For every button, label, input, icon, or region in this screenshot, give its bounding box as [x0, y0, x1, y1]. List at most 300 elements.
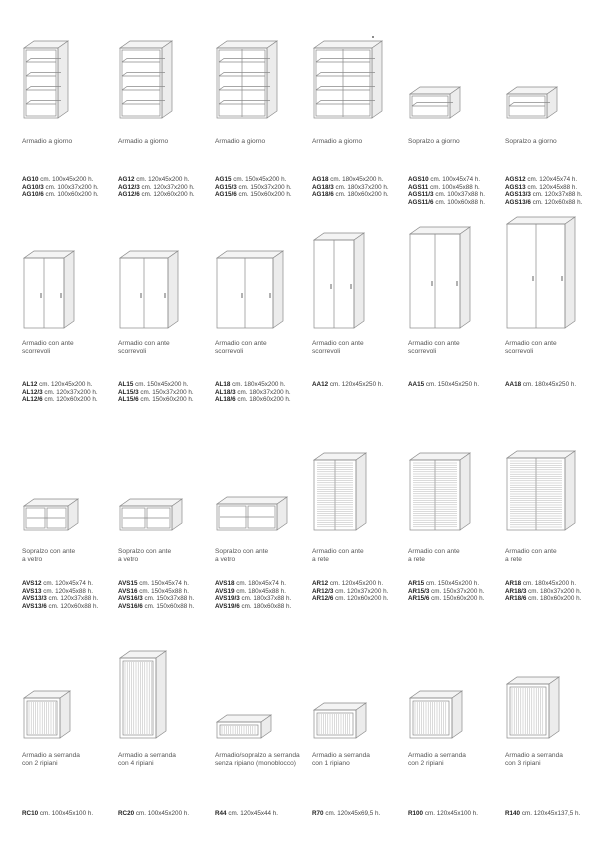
product-code-line: [118, 810, 228, 818]
product-caption: Armadio con ante a rete: [505, 548, 557, 563]
product-code: AL18/6: [215, 396, 236, 404]
product-illustration: [505, 675, 561, 740]
product-code-line: [22, 176, 135, 184]
cabinet-side: [58, 41, 68, 118]
product-code-line: [215, 580, 325, 588]
cabinet-drawing: [314, 233, 364, 328]
cabinet-drawing: [217, 715, 271, 738]
product-dimensions: cm. 120x45x44 h.: [228, 810, 279, 817]
product-code-list: [22, 810, 135, 818]
product-illustration: [408, 85, 462, 120]
cabinet-drawing: [507, 451, 575, 530]
cabinet-drawing: [24, 41, 68, 118]
cabinet-drawing: [314, 41, 382, 118]
product-code: AG10/3: [22, 183, 44, 191]
product-code: AR15/6: [408, 595, 430, 603]
product-dimensions: cm. 150x45x200 h.: [425, 580, 480, 587]
product-caption: Armadio a giorno: [118, 138, 169, 145]
product-dimensions: cm. 150x37x200 h.: [238, 183, 292, 191]
product-code: AR12: [312, 580, 329, 587]
product-caption: Sopralzo con ante a vetro: [22, 548, 76, 563]
product-code-list: [505, 176, 600, 206]
cabinet-drawing: [217, 497, 287, 530]
product-code-line: [118, 184, 228, 192]
product-code-list: [215, 810, 325, 818]
product-code-line: [118, 389, 228, 397]
product-code-line: [22, 595, 132, 603]
product-code: AG12/6: [118, 191, 140, 199]
product-code-list: [505, 381, 600, 389]
product-dimensions: cm. 150x45x74 h.: [139, 580, 189, 587]
product-code-line: [118, 381, 231, 389]
cabinet-drawing: [410, 453, 470, 530]
product-code: AVS12: [22, 580, 42, 587]
product-caption: Armadio a serranda con 4 ripiani: [118, 752, 176, 767]
product-illustration: [118, 649, 168, 740]
cabinet-top: [507, 451, 575, 458]
product-dimensions: cm. 100x45x100 h.: [39, 810, 94, 817]
product-code: AL12: [22, 381, 38, 388]
product-dimensions: cm. 150x37x200 h.: [140, 388, 194, 396]
product-illustration: [22, 249, 76, 330]
cabinet-top: [217, 251, 283, 258]
product-caption: Armadio con ante scorrevoli: [408, 340, 460, 355]
product-code: AVS15: [118, 580, 138, 587]
product-code-line: [118, 595, 228, 603]
product-code-list: [312, 381, 425, 389]
shelf: [316, 87, 375, 91]
product-caption: Armadio con ante a rete: [408, 548, 460, 563]
product-dimensions: cm. 150x60x200 h.: [140, 396, 194, 404]
product-code: AGS11/3: [408, 191, 434, 199]
cabinet-drawing: [507, 87, 557, 118]
product-code-line: [312, 176, 422, 184]
product-code: AGS11/6: [408, 198, 434, 206]
product-code-line: [505, 588, 600, 596]
product-code-line: [505, 580, 600, 588]
cabinet-side: [156, 651, 166, 738]
cabinet-side: [354, 233, 364, 328]
product-code-line: [118, 588, 228, 596]
product-dimensions: cm. 120x60x200 h.: [141, 191, 195, 199]
product-code-line: [505, 381, 600, 389]
product-code-line: [118, 603, 228, 611]
product-code-list: [215, 176, 325, 199]
product-caption: Sopralzo con ante a vetro: [118, 548, 172, 563]
cabinet-drawing: [24, 499, 78, 530]
product-dimensions: cm. 120x45x69,5 h.: [325, 810, 381, 817]
product-code: AL15/6: [118, 396, 139, 404]
product-code: AG12/3: [118, 183, 140, 191]
product-dimensions: cm. 120x45x200 h.: [39, 381, 93, 388]
product-code-line: [215, 184, 325, 192]
product-code: AG10/6: [22, 191, 44, 199]
product-code-line: [312, 595, 422, 603]
product-code: AL15: [118, 381, 134, 388]
product-dimensions: cm. 120x45x74 h.: [527, 176, 578, 183]
product-dimensions: cm. 120x45x88 h.: [527, 183, 578, 191]
product-dimensions: cm. 120x37x200 h.: [44, 388, 98, 396]
product-code-line: [408, 191, 518, 199]
shelf: [316, 101, 375, 105]
product-dimensions: cm. 120x45x200 h.: [136, 176, 190, 183]
product-illustration: [312, 231, 366, 330]
product-caption: Armadio con ante scorrevoli: [215, 340, 267, 355]
product-illustration: [312, 451, 368, 532]
product-code-line: [22, 191, 132, 199]
product-code: R140: [505, 810, 521, 817]
product-caption: Sopralzo a giorno: [505, 138, 557, 145]
product-code-line: [22, 396, 132, 404]
product-dimensions: cm. 100x45x200 h.: [135, 810, 190, 817]
product-code: AR18: [505, 580, 522, 587]
product-code: AG12: [118, 176, 135, 183]
shelf: [122, 87, 165, 91]
cabinet-drawing: [410, 227, 470, 328]
product-code-line: [505, 810, 600, 818]
cabinet-side: [452, 691, 462, 738]
product-dimensions: cm. 180x37x200 h.: [237, 388, 291, 396]
cabinet-drawing: [410, 87, 460, 118]
product-code-line: [312, 588, 422, 596]
product-code: AA18: [505, 381, 522, 388]
product-dimensions: cm. 120x60x200 h.: [335, 595, 389, 603]
product-code-list: [312, 810, 422, 818]
product-code-list: [22, 381, 132, 404]
product-code: RC10: [22, 810, 39, 817]
product-dimensions: cm. 150x60x200 h.: [238, 191, 292, 199]
product-code-line: [408, 176, 518, 184]
product-code: AG15/6: [215, 191, 237, 199]
product-illustration: [22, 497, 80, 532]
product-caption: Armadio con ante scorrevoli: [312, 340, 364, 355]
product-code: AVS13/6: [22, 602, 47, 610]
product-code: AVS16/6: [118, 602, 143, 610]
product-code: R100: [408, 810, 424, 817]
product-code: RC20: [118, 810, 135, 817]
product-dimensions: cm. 100x45x88 h.: [430, 183, 480, 191]
product-dimensions: cm. 180x60x200 h.: [528, 595, 582, 603]
product-code-line: [505, 191, 600, 199]
product-code-line: [22, 810, 135, 818]
product-dimensions: cm. 180x45x88 h.: [236, 587, 286, 595]
product-caption: Armadio a giorno: [312, 138, 363, 145]
product-code-line: [408, 199, 518, 207]
product-code: AG15: [215, 176, 232, 183]
cabinet-drawing: [410, 691, 462, 738]
product-illustration: [312, 701, 368, 740]
product-illustration: [118, 497, 184, 532]
product-code-line: [505, 184, 600, 192]
cabinet-side: [356, 453, 366, 530]
product-illustration: [22, 39, 70, 120]
product-dimensions: cm. 150x37x200 h.: [431, 587, 485, 595]
product-caption: Armadio a serranda con 2 ripiani: [408, 752, 466, 767]
cabinet-side: [60, 691, 70, 738]
product-code-line: [22, 580, 132, 588]
product-dimensions: cm. 150x45x88 h.: [139, 587, 189, 595]
product-dimensions: cm. 120x37x200 h.: [335, 587, 389, 595]
product-code: AL12/6: [22, 396, 43, 404]
product-code-line: [22, 389, 132, 397]
product-code-line: [215, 176, 325, 184]
inner-frame: [26, 50, 56, 116]
product-code-line: [215, 810, 325, 818]
product-caption: Armadio a serranda con 3 ripiani: [505, 752, 563, 767]
product-code-list: [408, 580, 518, 603]
product-dimensions: cm. 100x45x200 h.: [40, 176, 94, 183]
cabinet-side: [460, 227, 470, 328]
product-dimensions: cm. 150x60x88 h.: [144, 602, 195, 610]
product-illustration: [22, 689, 72, 740]
cabinet-side: [168, 251, 178, 328]
product-code: AR18/6: [505, 595, 527, 603]
product-code-list: [118, 580, 228, 610]
product-code-line: [118, 176, 228, 184]
product-dimensions: cm. 150x45x250 h.: [425, 381, 480, 388]
product-code: AGS13/3: [505, 191, 531, 199]
product-code-list: [22, 176, 135, 199]
product-code-list: [408, 810, 521, 818]
product-code: AR18/3: [505, 587, 527, 595]
product-code-list: [408, 176, 518, 206]
product-code: AG15/3: [215, 183, 237, 191]
cabinet-drawing: [217, 41, 277, 118]
product-code-line: [215, 389, 325, 397]
product-dimensions: cm. 100x60x200 h.: [45, 191, 99, 199]
shelf: [219, 87, 270, 91]
cabinet-side: [460, 453, 470, 530]
product-dimensions: cm. 100x37x88 h.: [435, 191, 486, 199]
product-dimensions: cm. 120x37x88 h.: [532, 191, 583, 199]
cabinet-side: [64, 251, 74, 328]
product-code: AR15/3: [408, 587, 430, 595]
cabinet-front: [217, 722, 261, 738]
cabinet-side: [162, 41, 172, 118]
cabinet-side: [273, 251, 283, 328]
cabinet-top: [314, 41, 382, 48]
product-code-list: [312, 580, 425, 603]
product-code-line: [215, 595, 325, 603]
shelf: [219, 59, 270, 63]
product-code-line: [312, 191, 422, 199]
product-dimensions: cm. 120x45x100 h.: [424, 810, 479, 817]
product-code-line: [408, 810, 521, 818]
cabinet-drawing: [120, 251, 178, 328]
product-dimensions: cm. 180x37x200 h.: [528, 587, 582, 595]
product-code: AL15/3: [118, 388, 139, 396]
product-code: AGS11: [408, 183, 429, 191]
cabinet-drawing: [314, 703, 366, 738]
product-code-line: [215, 396, 325, 404]
product-dimensions: cm. 150x45x200 h.: [135, 381, 189, 388]
shelf: [316, 73, 375, 77]
product-code-line: [215, 381, 325, 389]
cabinet-top: [217, 497, 287, 504]
product-caption: Armadio a serranda con 2 ripiani: [22, 752, 80, 767]
cabinet-drawing: [314, 453, 366, 530]
product-illustration: [505, 215, 577, 330]
product-dimensions: cm. 120x60x88 h.: [532, 198, 583, 206]
product-dimensions: cm. 180x45x200 h.: [522, 580, 577, 587]
product-dimensions: cm. 180x37x88 h.: [241, 595, 292, 603]
cabinet-side: [549, 677, 559, 738]
product-code-list: [505, 580, 600, 603]
product-code: AL18: [215, 381, 231, 388]
product-code: AVS19/6: [215, 602, 240, 610]
product-code-line: [312, 810, 422, 818]
product-dimensions: cm. 180x45x250 h.: [522, 381, 577, 388]
product-code-line: [22, 381, 132, 389]
product-illustration: [408, 689, 464, 740]
cabinet-side: [565, 217, 575, 328]
cabinet-drawing: [120, 499, 182, 530]
product-dimensions: cm. 150x60x200 h.: [431, 595, 485, 603]
product-dimensions: cm. 150x37x88 h.: [144, 595, 195, 603]
product-code: AR12/6: [312, 595, 334, 603]
product-dimensions: cm. 150x45x200 h.: [233, 176, 287, 183]
product-code: AGS10: [408, 176, 429, 183]
product-dimensions: cm. 120x45x250 h.: [329, 381, 384, 388]
product-dimensions: cm. 120x45x74 h.: [43, 580, 93, 587]
product-code-list: [215, 580, 325, 610]
product-code-line: [215, 588, 325, 596]
cabinet-drawing: [24, 691, 70, 738]
product-dimensions: cm. 180x60x200 h.: [237, 396, 291, 404]
product-dimensions: cm. 120x60x88 h.: [48, 602, 99, 610]
product-caption: Armadio con ante scorrevoli: [22, 340, 74, 355]
scan-speck: [372, 36, 374, 38]
product-dimensions: cm. 100x45x74 h.: [430, 176, 481, 183]
product-code-line: [22, 184, 132, 192]
product-dimensions: cm. 180x45x200 h.: [330, 176, 384, 183]
product-code: AG10: [22, 176, 39, 183]
product-code: AGS13/6: [505, 198, 531, 206]
product-code: AG18/6: [312, 191, 334, 199]
product-code: AVS16/3: [118, 595, 143, 603]
product-illustration: [505, 449, 577, 532]
product-code-line: [408, 184, 518, 192]
product-illustration: [215, 495, 289, 532]
product-code-list: [505, 810, 600, 818]
product-illustration: [408, 225, 472, 330]
cabinet-drawing: [120, 651, 166, 738]
product-code-line: [505, 595, 600, 603]
cabinet-side: [565, 451, 575, 530]
shelf: [219, 101, 270, 105]
product-dimensions: cm. 120x60x200 h.: [44, 396, 98, 404]
product-code-line: [505, 176, 600, 184]
product-illustration: [215, 39, 279, 120]
product-dimensions: cm. 180x37x200 h.: [335, 183, 389, 191]
product-code: AVS13: [22, 587, 42, 595]
product-code-line: [312, 580, 425, 588]
product-code: R70: [312, 810, 324, 817]
shelf: [122, 59, 165, 63]
shelf: [122, 101, 165, 105]
product-code: R44: [215, 810, 227, 817]
product-illustration: [215, 713, 273, 740]
product-code-line: [408, 580, 518, 588]
product-dimensions: cm. 120x45x137,5 h.: [521, 810, 581, 817]
product-caption: Sopralzo con ante a vetro: [215, 548, 269, 563]
product-code: AGS12: [505, 176, 526, 183]
product-code-line: [408, 588, 518, 596]
cabinet-top: [507, 217, 575, 224]
cabinet-side: [267, 41, 277, 118]
product-code-line: [118, 191, 228, 199]
product-code-line: [22, 603, 132, 611]
product-dimensions: cm. 100x60x88 h.: [435, 198, 486, 206]
product-code-line: [118, 396, 228, 404]
product-dimensions: cm. 120x45x200 h.: [329, 580, 384, 587]
product-illustration: [118, 39, 174, 120]
product-code: AA15: [408, 381, 425, 388]
product-code-line: [118, 580, 228, 588]
product-code: AL18/3: [215, 388, 236, 396]
cabinet-side: [372, 41, 382, 118]
product-code-line: [408, 595, 518, 603]
shelf: [219, 73, 270, 77]
product-code-list: [215, 381, 325, 404]
shelf: [122, 73, 165, 77]
product-caption: Armadio con ante a rete: [312, 548, 364, 563]
cabinet-drawing: [507, 217, 575, 328]
cabinet-drawing: [120, 41, 172, 118]
product-code-list: [118, 810, 228, 818]
shelf: [509, 103, 550, 107]
product-caption: Armadio con ante scorrevoli: [118, 340, 170, 355]
product-dimensions: cm. 120x37x200 h.: [141, 183, 195, 191]
product-dimensions: cm. 120x45x88 h.: [43, 587, 93, 595]
product-dimensions: cm. 180x60x88 h.: [241, 602, 292, 610]
product-code-line: [22, 588, 132, 596]
roller-shutter: [220, 725, 258, 735]
cabinet-drawing: [507, 677, 559, 738]
product-code-list: [312, 176, 422, 199]
product-code: AR15: [408, 580, 425, 587]
product-illustration: [505, 85, 559, 120]
product-code-line: [312, 381, 425, 389]
product-code: AA12: [312, 381, 329, 388]
product-dimensions: cm. 180x60x200 h.: [335, 191, 389, 199]
product-code: AVS19/3: [215, 595, 240, 603]
product-code-line: [215, 191, 325, 199]
shelf: [316, 59, 375, 63]
product-code-line: [408, 381, 518, 389]
product-code-list: [118, 381, 231, 404]
cabinet-top: [120, 499, 182, 506]
inner-frame: [122, 50, 160, 116]
product-illustration: [215, 249, 285, 330]
product-dimensions: cm. 180x45x74 h.: [236, 580, 286, 587]
product-caption: Armadio a giorno: [22, 138, 73, 145]
product-code-list: [408, 381, 518, 389]
cabinet-drawing: [217, 251, 283, 328]
product-code: AR12/3: [312, 587, 334, 595]
product-code: AGS13: [505, 183, 526, 191]
product-code-list: [118, 176, 228, 199]
product-code-line: [215, 603, 325, 611]
product-caption: Armadio a giorno: [215, 138, 266, 145]
product-illustration: [408, 451, 472, 532]
product-illustration: [118, 249, 180, 330]
product-code: AL12/3: [22, 388, 43, 396]
product-code: AVS18: [215, 580, 235, 587]
product-caption: Armadio con ante scorrevoli: [505, 340, 557, 355]
product-dimensions: cm. 120x37x88 h.: [48, 595, 99, 603]
product-code: AVS13/3: [22, 595, 47, 603]
